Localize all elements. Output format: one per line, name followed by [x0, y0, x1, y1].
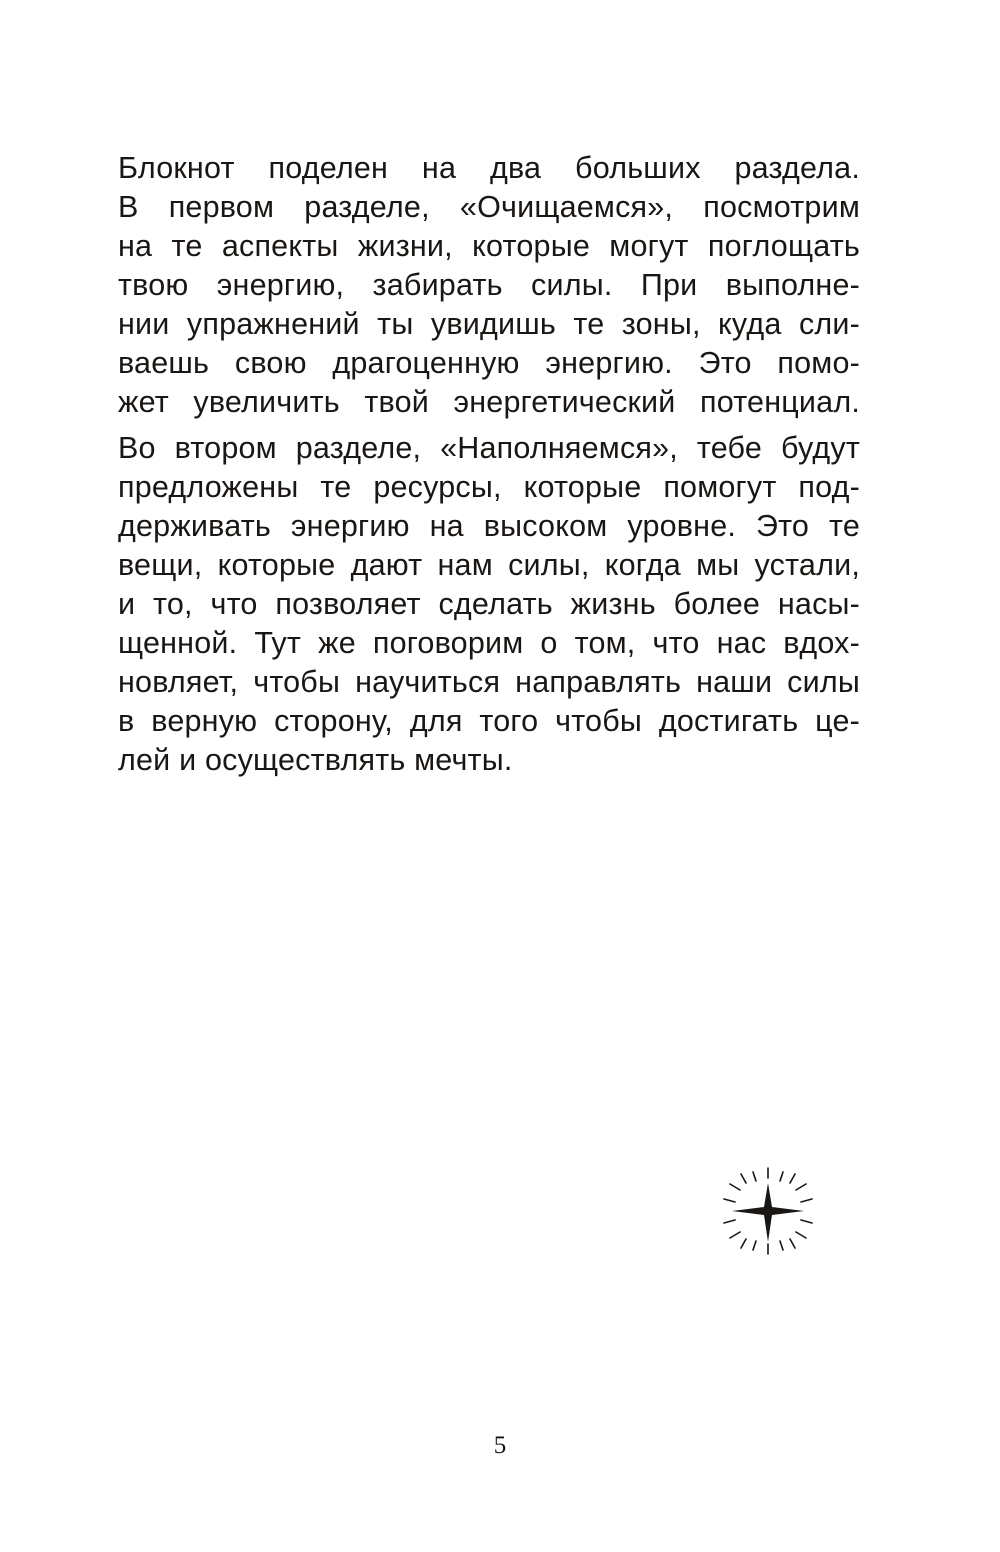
text-line: держивать энергию на высоком уровне. Это те — [118, 509, 860, 543]
text-line: предложены те ресурсы, которые помогут под- — [118, 470, 860, 504]
text-line: вещи, которые дают нам силы, когда мы устали, — [118, 548, 860, 582]
page-number: 5 — [493, 1432, 507, 1459]
text-line: твою энергию, забирать силы. При выполне- — [118, 268, 860, 302]
text-line: новляет, чтобы научиться направлять наши силы — [118, 665, 860, 699]
text-line: лей и осуществлять мечты. — [118, 743, 513, 777]
text-line: ваешь свою драгоценную энергию. Это помо- — [118, 346, 860, 380]
text-line: щенной. Тут же поговорим о том, что нас вдох- — [118, 626, 860, 660]
text-line: Во втором разделе, «Наполняемся», тебе будут — [118, 431, 860, 465]
text-line: нии упражнений ты увидишь те зоны, куда сли- — [118, 307, 860, 341]
text-line: и то, что позволяет сделать жизнь более насы- — [118, 587, 860, 621]
text-line: Блокнот поделен на два больших раздела. — [118, 151, 860, 185]
paragraph-second-section — [118, 429, 860, 780]
paragraph-intro — [118, 149, 860, 422]
text-line: жет увеличить твой энергетический потенциал. — [118, 385, 860, 419]
text-line: на те аспекты жизни, которые могут поглощать — [118, 229, 860, 263]
text-line: в верную сторону, для того чтобы достигать це- — [118, 704, 860, 738]
sparkle-star-icon — [716, 1166, 820, 1256]
text-line: В первом разделе, «Очищаемся», посмотрим — [118, 190, 860, 224]
